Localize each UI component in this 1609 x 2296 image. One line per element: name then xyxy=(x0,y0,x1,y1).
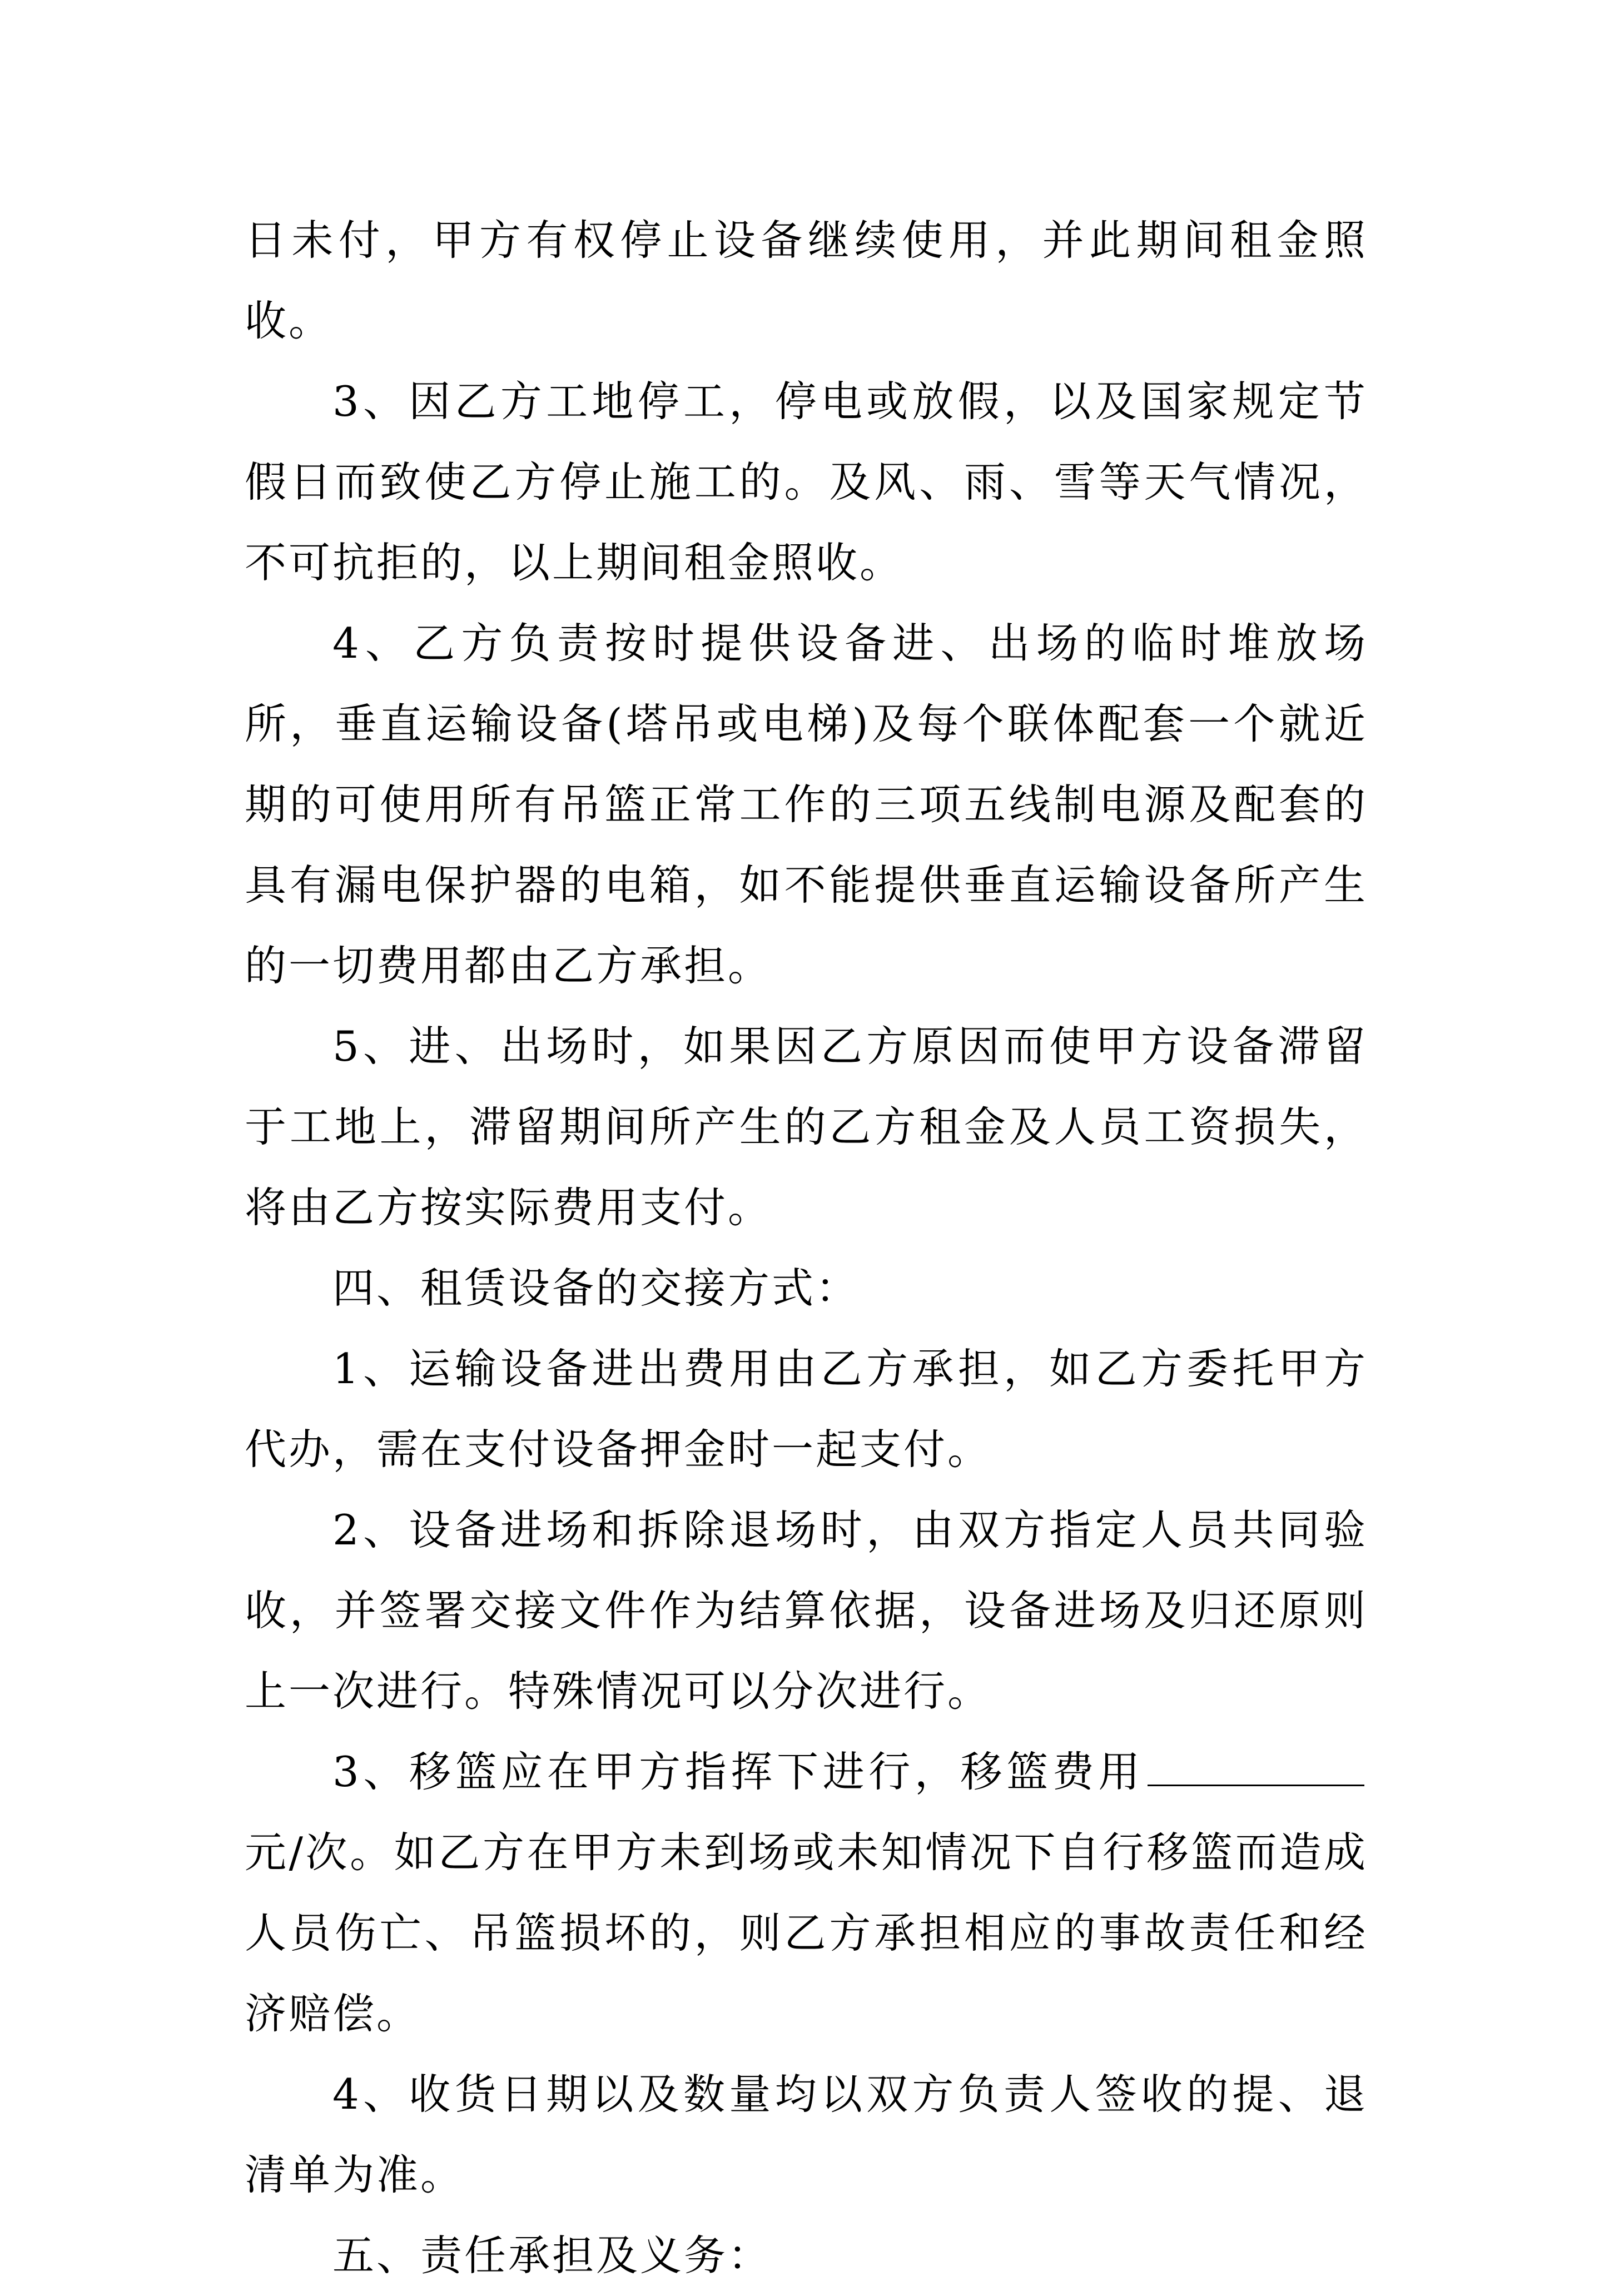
paragraph-handover-3-basket-move xyxy=(245,1732,1368,2054)
basket-move-text-after: 元/次。如乙方在甲方未到场或未知情况下自行移篮而造成人员伤亡、吊篮损坏的，则乙方承担相应的事故责任和经济赔偿。 xyxy=(245,1828,1368,2038)
paragraph-handover-4-receipt: 4、收货日期以及数量均以双方负责人签收的提、退清单为准。 xyxy=(245,2070,1368,2199)
paragraph-payment-stop: 日未付，甲方有权停止设备继续使用，并此期间租金照收。 xyxy=(245,216,1368,345)
paragraph-clause-5-delay: 5、进、出场时，如果因乙方原因而使甲方设备滞留于工地上，滞留期间所产生的乙方租金及人员工资损失，将由乙方按实际费用支付。 xyxy=(245,1022,1368,1232)
document-body xyxy=(245,200,1368,2296)
section-heading-handover: 四、租赁设备的交接方式： xyxy=(332,1264,860,1313)
paragraph-handover-2-inspection: 2、设备进场和拆除退场时，由双方指定人员共同验收，并签署交接文件作为结算依据，设备进场及归还原则上一次进行。特殊情况可以分次进行。 xyxy=(245,1505,1368,1716)
basket-move-text-before: 3、移篮应在甲方指挥下进行，移篮费用 xyxy=(332,1747,1144,1796)
section-heading-responsibility: 五、责任承担及义务： xyxy=(332,2231,772,2280)
fee-blank-line xyxy=(1148,1751,1364,1786)
paragraph-clause-4-site-provision: 4、乙方负责按时提供设备进、出场的临时堆放场所，垂直运输设备(塔吊或电梯)及每个联体配套一个就近期的可使用所有吊篮正常工作的三项五线制电源及配套的具有漏电保护器的电箱，如不能提供垂直运输设备所产生的一切费用都由乙方承担。 xyxy=(245,619,1368,990)
paragraph-clause-3-shutdown: 3、因乙方工地停工，停电或放假，以及国家规定节假日而致使乙方停止施工的。及风、雨、雪等天气情况，不可抗拒的，以上期间租金照收。 xyxy=(245,377,1368,587)
paragraph-handover-1-transport: 1、运输设备进出费用由乙方承担，如乙方委托甲方代办，需在支付设备押金时一起支付。 xyxy=(245,1344,1368,1474)
